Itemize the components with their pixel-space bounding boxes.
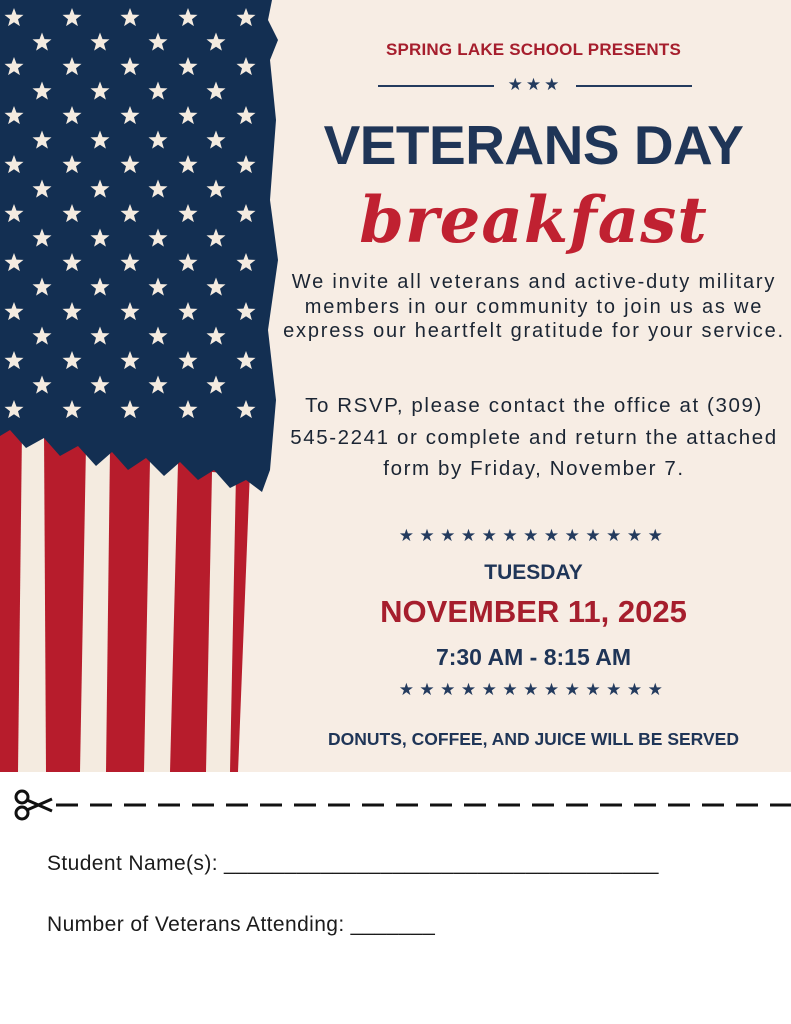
student-name-label: Student Name(s): xyxy=(47,852,218,875)
event-time: 7:30 AM - 8:15 AM xyxy=(435,644,632,670)
event-title: VETERANS DAY xyxy=(323,114,744,176)
rsvp-text: To RSVP, please contact the office at (309) 545-2241 or complete and return the attached form by Friday, November 7. xyxy=(290,394,778,480)
american-flag-graphic xyxy=(0,0,290,772)
event-day: TUESDAY xyxy=(484,561,583,584)
divider-line-right xyxy=(576,85,692,87)
student-name-blank[interactable]: ____________________________________ xyxy=(223,852,659,875)
cut-line xyxy=(0,782,791,826)
invitation-text: We invite all veterans and active-duty military members in our community to join us as we express our heartfelt gratitude for your service. xyxy=(283,271,785,342)
student-name-field[interactable] xyxy=(47,852,659,876)
veterans-count-label: Number of Veterans Attending: xyxy=(47,913,345,936)
veterans-count-field[interactable] xyxy=(47,913,435,937)
refreshments-note: DONUTS, COFFEE, AND JUICE WILL BE SERVED xyxy=(328,729,739,749)
three-stars-icon: ★★★ xyxy=(507,75,563,94)
scissors-icon xyxy=(16,791,52,819)
presenter-line: SPRING LAKE SCHOOL PRESENTS xyxy=(385,40,682,59)
star-row-icon: ★★★★★★★★★★★★★ xyxy=(398,680,669,699)
star-row-icon: ★★★★★★★★★★★★★ xyxy=(398,526,669,545)
veterans-count-blank[interactable]: _______ xyxy=(350,913,436,936)
event-subtitle-script: breakfast xyxy=(359,183,708,258)
header-divider xyxy=(378,76,692,96)
flyer-content xyxy=(276,0,791,772)
event-date: NOVEMBER 11, 2025 xyxy=(380,594,687,629)
